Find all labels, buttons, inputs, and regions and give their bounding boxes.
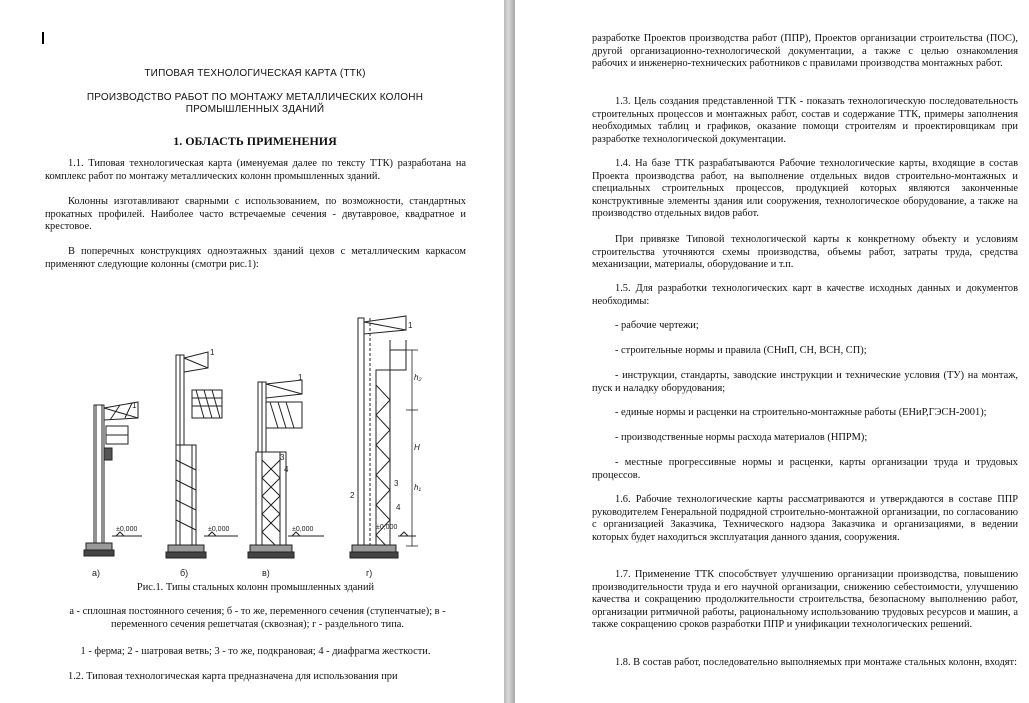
fig-label-1-a: 1	[132, 401, 137, 410]
column-d-drawing	[350, 316, 418, 558]
paragraph-1-4: 1.4. На базе ТТК разрабатываются Рабочие технологические карты, входящие в состав Проекта производства работ, на выполнение отдельных видов строительно-монтажных и специальных строительных процессов, продукцией которых являются законченные конструктивные элементы здания или сооружения, технологическое оборудование, а также на производство отдельных видов работ.	[592, 158, 1018, 219]
fig-label-4-d: 4	[396, 503, 401, 512]
paragraph-1-1: 1.1. Типовая технологическая карта (именуемая далее по тексту ТТК) разработана на комплекс работ по монтажу металлических колонн промышленных зданий.	[45, 158, 466, 182]
fig-caption-d: г)	[366, 568, 373, 578]
paragraph-column-types: В поперечных конструкциях одноэтажных зданий цехов с металлическим каркасом применяют следующие колонны (смотри рис.1):	[45, 246, 466, 270]
paragraph-binding: При привязке Типовой технологической карты к конкретному объекту и условиям строительства уточняются схемы производства, объемы работ, затраты труда, средства механизации, материалы, оборудование и т.п.	[592, 234, 1018, 270]
fig-label-3-c: 3	[280, 453, 285, 462]
fig-label-3-d: 3	[394, 479, 399, 488]
figure-legend-parts: 1 - ферма; 2 - шатровая ветвь; 3 - то же, подкрановая; 4 - диафрагма жесткости.	[80, 646, 431, 657]
fig-level-c: ±0,000	[292, 526, 314, 533]
figure-column-types	[80, 310, 420, 580]
page-gutter	[504, 0, 515, 703]
figure-legend-types: а - сплошная постоянного сечения; б - то же, переменного сечения (ступенчатые); в - переменного сечения решетчатая (сквозная); г - раздельного типа.	[69, 606, 446, 630]
fig-label-4-c: 4	[284, 465, 289, 474]
fig-label-1-b: 1	[210, 348, 215, 357]
list-item: - инструкции, стандарты, заводские инструкции и технические условия (ТУ) на монтаж, пуск и наладку оборудования;	[592, 370, 1018, 394]
fig-caption-b: б)	[180, 568, 189, 578]
paragraph-1-2-start: 1.2. Типовая технологическая карта предназначена для использования при	[68, 671, 398, 682]
list-item: - местные прогрессивные нормы и расценки, карты организации труда и трудовых процессов.	[592, 457, 1018, 481]
fig-label-1-d: 1	[408, 321, 413, 330]
doc-subtitle: ПРОИЗВОДСТВО РАБОТ ПО МОНТАЖУ МЕТАЛЛИЧЕСКИХ КОЛОНН ПРОМЫШЛЕННЫХ ЗДАНИЙ	[86, 92, 424, 115]
document-page-left	[0, 0, 504, 703]
text-cursor	[42, 32, 44, 44]
section-heading: 1. ОБЛАСТЬ ПРИМЕНЕНИЯ	[173, 134, 337, 148]
fig-dim-h1: h₁	[414, 483, 421, 492]
paragraph-1-6: 1.6. Рабочие технологические карты рассматриваются и утверждаются в составе ППР руководителем Генеральной подрядной строительно-монтажной организации, по согласованию с организацией Заказчика, Технического надзора Заказчика и организациями, в ведении которых будет находиться эксплуатация данного здания, сооружения.	[592, 494, 1018, 543]
doc-title: ТИПОВАЯ ТЕХНОЛОГИЧЕСКАЯ КАРТА (ТТК)	[144, 68, 366, 79]
fig-level-d: ±0,000	[376, 524, 398, 531]
fig-caption-c: в)	[262, 568, 270, 578]
fig-label-1-c: 1	[298, 373, 303, 382]
fig-caption-a: а)	[92, 568, 101, 578]
fig-level-b: ±0,000	[208, 526, 230, 533]
paragraph-1-2-cont: разработке Проектов производства работ (ППР), Проектов организации строительства (ПОС), другой организационно-технологической документации, а также с целью ознакомления рабочих и инженерно-технических работников с правилами производства монтажных работ.	[592, 33, 1018, 69]
paragraph-1-5: 1.5. Для разработки технологических карт в качестве исходных данных и документов необходимы:	[592, 283, 1018, 307]
paragraph-columns-welded: Колонны изготавливают сварными с использованием, по возможности, стандартных прокатных профилей. Наиболее часто встречаемые сечения - двутавровое, квадратное и крестовое.	[45, 196, 466, 232]
figure-caption: Рис.1. Типы стальных колонн промышленных зданий	[136, 582, 375, 593]
list-item: - строительные нормы и правила (СНиП, СН, ВСН, СП);	[615, 345, 867, 356]
list-item: - единые нормы и расценки на строительно-монтажные работы (ЕНиР,ГЭСН-2001);	[615, 407, 987, 418]
document-page-right	[515, 0, 1029, 703]
paragraph-1-3: 1.3. Цель создания представленной ТТК - показать технологическую последовательность строительных процессов и монтажных работ, состав и содержание ТТК, примеры заполнения необходимых таблиц и графиков, оказание помощи строителям и проектировщикам при разработке технологической документации.	[592, 96, 1018, 145]
fig-dim-h2: h₂	[414, 373, 422, 382]
fig-dim-H: H	[414, 443, 420, 452]
list-item: - рабочие чертежи;	[615, 320, 699, 331]
fig-label-2-d: 2	[350, 491, 355, 500]
fig-level-a: ±0,000	[116, 526, 138, 533]
paragraph-1-7: 1.7. Применение ТТК способствует улучшению организации производства, повышению производительности труда и его научной организации, снижению себестоимости, улучшению качества и сокращению продолжительности строительства, безопасному выполнению работ, организации ритмичной работы, рациональному использованию трудовых ресурсов и машин, а также сокращению сроков разработки ППР и унификации технологических решений.	[592, 569, 1018, 630]
list-item: - производственные нормы расхода материалов (НПРМ);	[615, 432, 868, 443]
paragraph-1-8: 1.8. В состав работ, последовательно выполняемых при монтаже стальных колонн, входят:	[615, 657, 1017, 668]
